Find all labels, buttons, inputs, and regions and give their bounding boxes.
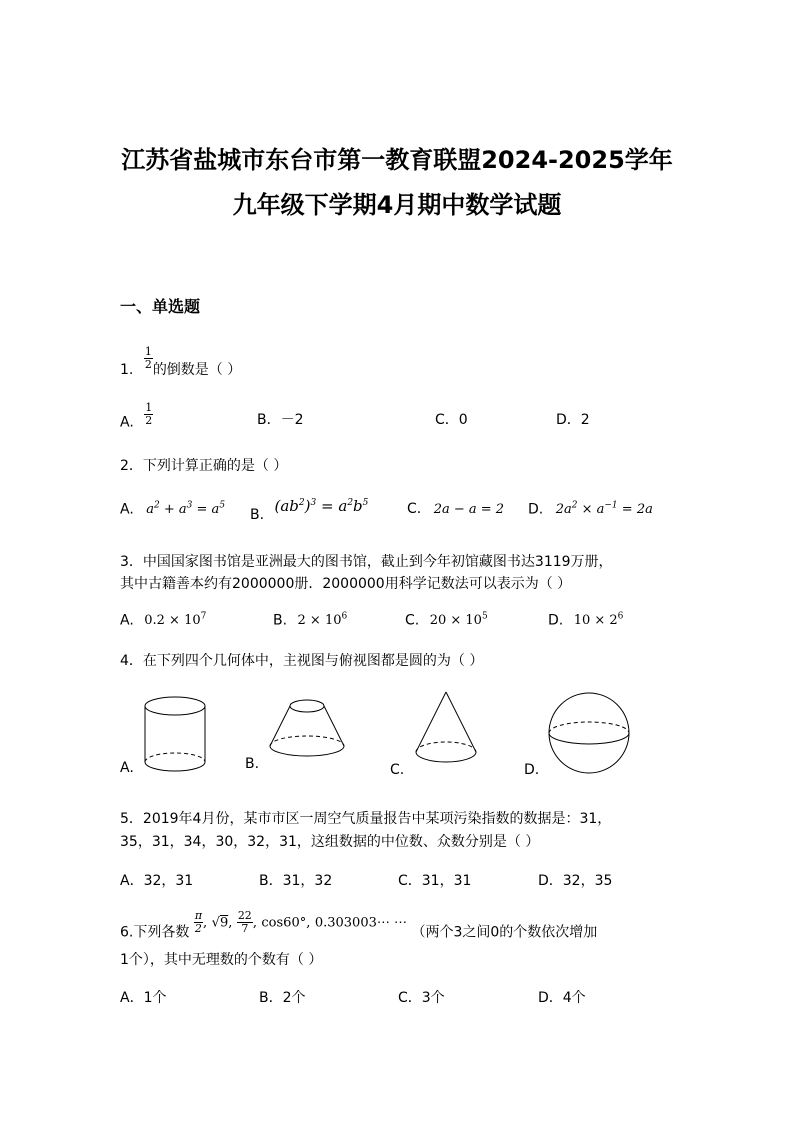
q1-number: 1. — [120, 362, 134, 378]
q5-option-b: B．31，32 — [259, 873, 333, 889]
frustum-figure — [264, 694, 350, 766]
q3-option-a: A. $0.2 \times 10^7$ — [120, 612, 207, 629]
q3-option-b: B. $2 \times 10^6$ — [273, 612, 348, 629]
q5-option-c: C．31，31 — [398, 873, 472, 889]
sphere-figure — [546, 690, 632, 776]
q1-option-d: D．2 — [556, 412, 590, 428]
q4-option-b: B. — [245, 756, 260, 772]
q1-option-a: A. $\frac{1}{2}$ — [120, 401, 153, 431]
q1-fraction: $\frac{1}{2}$ — [144, 345, 152, 371]
q1-option-b: B．－2 — [257, 412, 304, 428]
q3-option-d: D. $10 \times 2^6$ — [548, 612, 624, 629]
question-5-line-2: 35，31，34，30，32，31，这组数据的中位数、众数分别是（ ） — [120, 834, 540, 850]
question-4: 4．在下列四个几何体中，主视图与俯视图都是圆的为（ ） — [120, 653, 484, 669]
q6-option-c: C．3个 — [398, 990, 445, 1006]
q5-option-a: A．32，31 — [120, 873, 194, 889]
q6-option-a: A．1个 — [120, 990, 167, 1006]
q4-option-a: A. — [120, 760, 134, 776]
question-2: 2．下列计算正确的是（ ） — [120, 458, 288, 474]
q5-option-d: D．32，35 — [538, 873, 613, 889]
q6-option-d: D．4个 — [538, 990, 586, 1006]
question-6-line-1: 6.下列各数 $\frac{\pi}{2}$ , √9, $\frac{22}{7}$ , cos60°, 0.303003⋯ ⋯ （两个3之间0的个数依次增加 — [120, 909, 598, 941]
q6-option-b: B．2个 — [259, 990, 306, 1006]
section-heading: 一、单选题 — [120, 297, 201, 316]
q4-option-d: D. — [524, 762, 540, 778]
q2-option-a: A. $a^2 + a^3 = a^5$ — [120, 501, 226, 518]
q2-option-d: D. $2a^2 \times a^{-1} = 2a$ — [528, 501, 653, 518]
q2-option-b: B. $(ab^2)^3 = a^2b^5$ — [250, 497, 369, 523]
q1-text: 的倒数是（ ） — [152, 362, 242, 378]
cone-figure — [412, 690, 480, 776]
question-3-line-1: 3．中国国家图书馆是亚洲最大的图书馆，截止到今年初馆藏图书达3119万册， — [120, 554, 613, 570]
q4-option-c: C. — [390, 762, 405, 778]
question-5-line-1: 5．2019年4月份，某市市区一周空气质量报告中某项污染指数的数据是：31， — [120, 811, 612, 827]
question-6-line-2: 1个），其中无理数的个数有（ ） — [120, 952, 323, 968]
q1-option-c: C．0 — [435, 412, 468, 428]
question-3-line-2: 其中古籍善本约有2000000册．2000000用科学记数法可以表示为（ ） — [120, 576, 572, 592]
title-line-2: 九年级下学期4月期中数学试题 — [232, 191, 562, 219]
q2-option-c: C. 2a − a = 2 — [407, 501, 505, 517]
cylinder-figure — [140, 692, 212, 774]
title-line-1: 江苏省盐城市东台市第一教育联盟2024-2025学年 — [121, 146, 673, 174]
question-1 — [120, 346, 241, 379]
q3-option-c: C. $20 \times 10^5$ — [405, 612, 488, 629]
sqrt-9: √9 — [211, 915, 229, 931]
